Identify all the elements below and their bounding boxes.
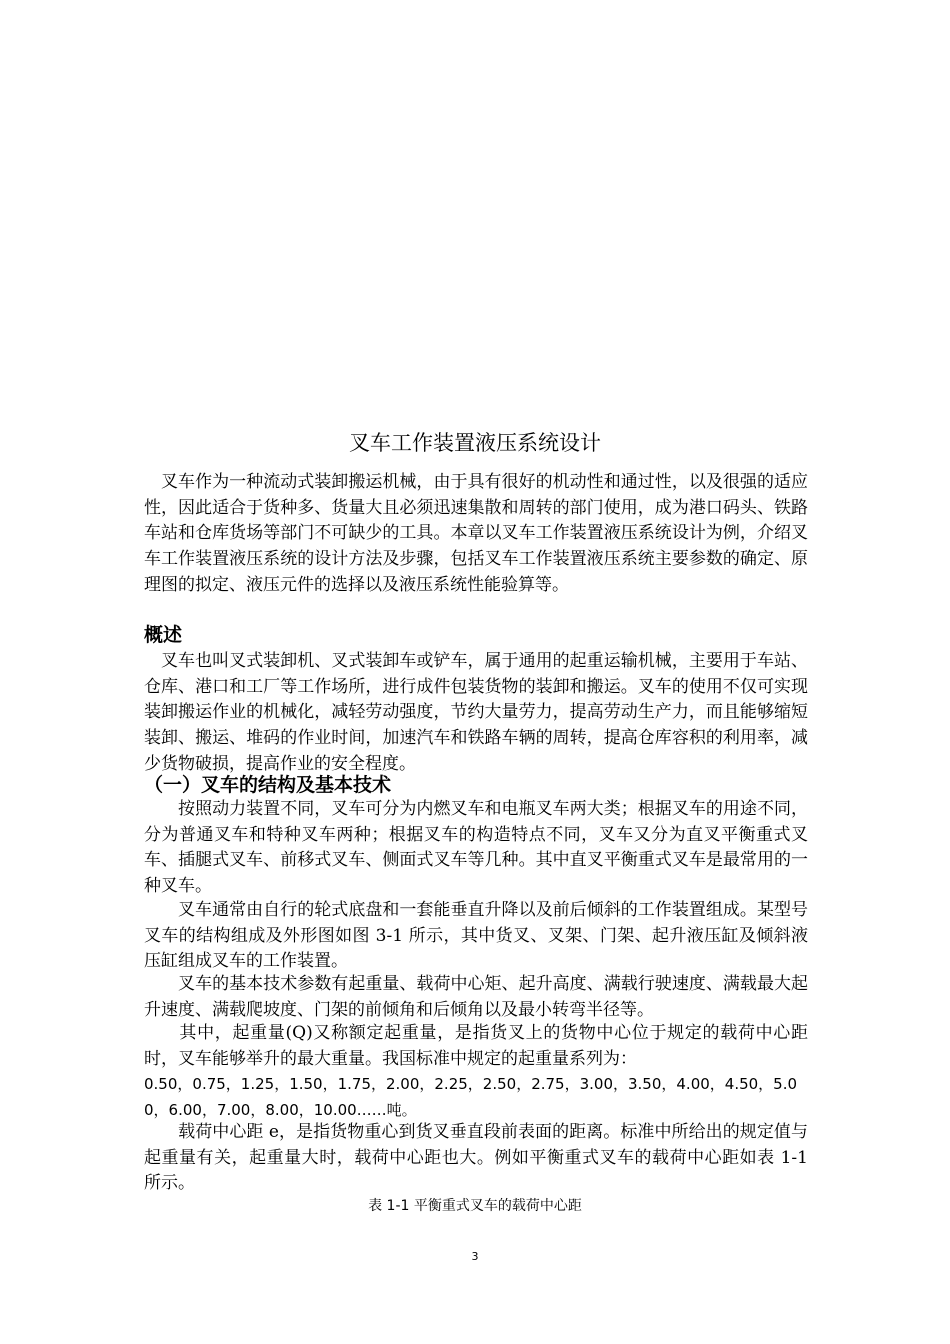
page-number: 3 xyxy=(471,1250,479,1263)
section-one-paragraph-4: 其中，起重量(Q)又称额定起重量，是指货叉上的货物中心位于规定的载荷中心距时，叉车能够举升的最大重量。我国标准中规定的起重量系列为： xyxy=(144,1023,808,1069)
section-one-paragraph-5: 载荷中心距 e，是指货物重心到货叉垂直段前表面的距离。标准中所给出的规定值与起重量有关，起重量大时，载荷中心距也大。例如平衡重式叉车的载荷中心距如表 1-1 所示。 xyxy=(144,1122,808,1194)
document-title: 叉车工作装置液压系统设计 xyxy=(349,431,601,455)
overview-paragraph: 叉车也叫叉式装卸机、叉式装卸车或铲车，属于通用的起重运输机械，主要用于车站、仓库、港口和工厂等工作场所，进行成件包装货物的装卸和搬运。叉车的使用不仅可实现装卸搬运作业的机械化，减轻劳动强度，节约大量劳力，提高劳动生产力，而且能够缩短装卸、搬运、堆码的作业时间，加速汽车和铁路车辆的周转，提高仓库容积的利用率，减少货物破损，提高作业的安全程度。 xyxy=(144,651,808,774)
section-one-paragraph-1: 按照动力装置不同，叉车可分为内燃叉车和电瓶叉车两大类；根据叉车的用途不同，分为普通叉车和特种叉车两种；根据叉车的构造特点不同，叉车又分为直叉平衡重式叉车、插腿式叉车、前移式叉车、侧面式叉车等几种。其中直叉平衡重式叉车是最常用的一种叉车。 xyxy=(144,799,808,897)
capacity-series: 0.50，0.75，1.25，1.50，1.75，2.00，2.25，2.50，2.75，3.00，3.50，4.00，4.50，5.00，6.00，7.00，8.00，10.00……吨。 xyxy=(144,1075,798,1119)
section-one-paragraph-2: 叉车通常由自行的轮式底盘和一套能垂直升降以及前后倾斜的工作装置组成。某型号叉车的结构组成及外形图如图 3-1 所示，其中货叉、叉架、门架、起升液压缸及倾斜液压缸组成叉车的工作装置。 xyxy=(144,900,808,972)
intro-paragraph: 叉车作为一种流动式装卸搬运机械，由于具有很好的机动性和通过性，以及很强的适应性，因此适合于货种多、货量大且必须迅速集散和周转的部门使用，成为港口码头、铁路车站和仓库货场等部门不可缺少的工具。本章以叉车工作装置液压系统设计为例，介绍叉车工作装置液压系统的设计方法及步骤，包括叉车工作装置液压系统主要参数的确定、原理图的拟定、液压元件的选择以及液压系统性能验算等。 xyxy=(144,472,808,595)
overview-heading: 概述 xyxy=(144,624,183,646)
table-caption: 表 1-1 平衡重式叉车的载荷中心距 xyxy=(368,1198,582,1214)
section-one-paragraph-3: 叉车的基本技术参数有起重量、载荷中心矩、起升高度、满载行驶速度、满载最大起升速度、满载爬坡度、门架的前倾角和后倾角以及最小转弯半径等。 xyxy=(144,974,808,1020)
section-one-heading: （一）叉车的结构及基本技术 xyxy=(144,774,392,796)
